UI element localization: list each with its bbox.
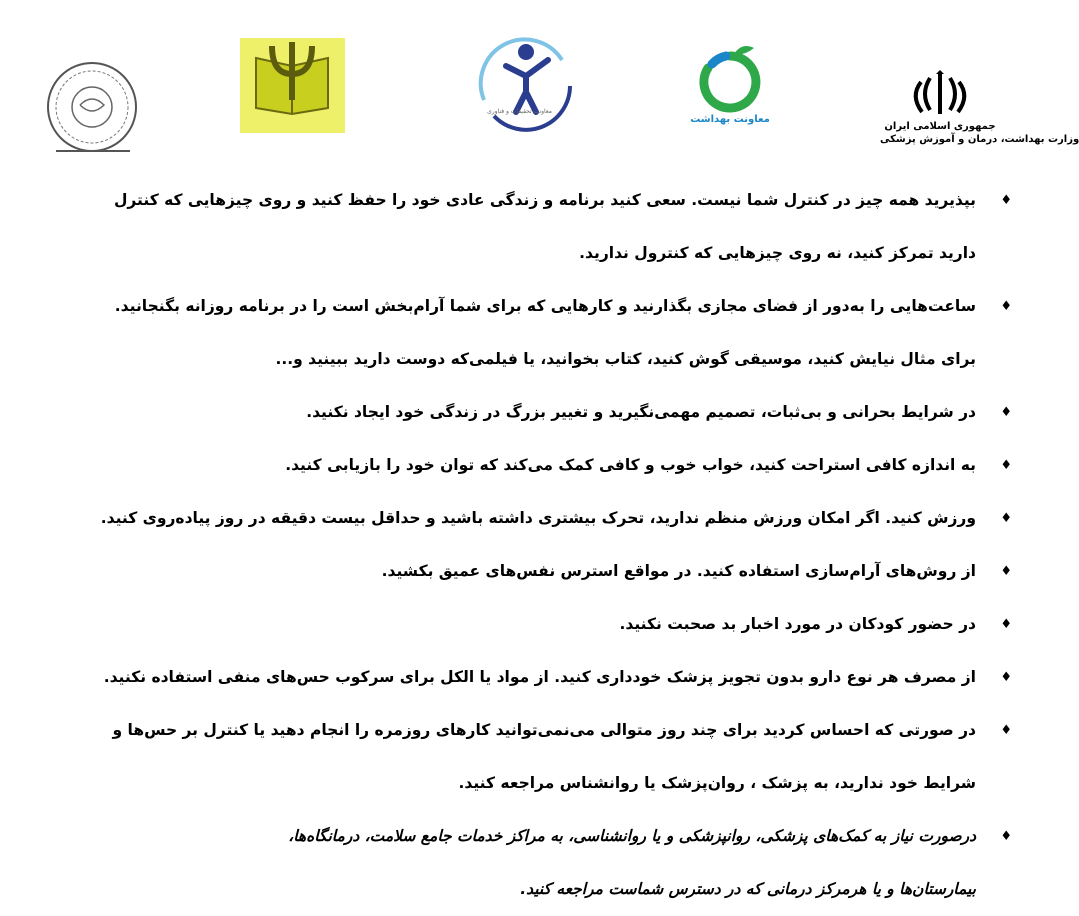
human-figure-logo-icon: [470, 30, 580, 140]
bullet-icon: ♦: [1000, 829, 1012, 844]
bullet-icon: ♦: [1000, 723, 1012, 738]
bullet-icon: ♦: [1000, 193, 1012, 208]
item-text-line: از مصرف هر نوع دارو بدون تجویز پزشک خودداری کنید. از مواد یا الکل برای سرکوب حس‌های منفی استفاده نکنید.: [103, 668, 976, 686]
item-text-line: در حضور کودکان در مورد اخبار بد صحبت نکنید.: [619, 615, 976, 633]
list-item: [46, 174, 1012, 280]
list-item: [46, 651, 1012, 704]
item-text-line: شرایط خود ندارید، به پزشک ، روان‌پزشک یا روانشناس مراجعه کنید.: [458, 774, 976, 792]
health-deputy-logo: [680, 42, 780, 132]
psi-book-logo-icon: [240, 38, 345, 116]
guidelines-list: [46, 174, 1012, 916]
bullet-icon: ♦: [1000, 458, 1012, 473]
list-item: [46, 280, 1012, 386]
bullet-icon: ♦: [1000, 299, 1012, 314]
item-text-line: بپذیرید همه چیز در کنترل شما نیست. سعی کنید برنامه و زندگی عادی خود را حفظ کنید و روی چیزهایی که کنترل: [113, 191, 976, 209]
list-item: [46, 386, 1012, 439]
round-seal-logo: [40, 55, 145, 165]
ministry-line-1: جمهوری اسلامی ایران: [884, 121, 996, 132]
technology-caption: معاونت تحقیقات و فناوری: [487, 108, 552, 115]
health-deputy-caption: معاونت بهداشت: [690, 114, 770, 125]
ministry-line-2: وزارت بهداشت، درمان و آموزش پزشکی: [880, 134, 1079, 145]
bullet-icon: ♦: [1000, 564, 1012, 579]
item-text-line: در شرایط بحرانی و بی‌ثبات، تصمیم مهمی‌نگیرید و تغییر بزرگ در زندگی خود ایجاد نکنید.: [306, 403, 976, 421]
list-item: [46, 545, 1012, 598]
apple-logo-icon: [680, 42, 780, 112]
item-text-line: از روش‌های آرام‌سازی استفاده کنید. در مواقع استرس نفس‌های عمیق بکشید.: [381, 562, 976, 580]
bullet-icon: ♦: [1000, 670, 1012, 685]
bullet-icon: ♦: [1000, 405, 1012, 420]
list-item: [46, 810, 1012, 916]
item-text-line: ساعت‌هایی را به‌دور از فضای مجازی بگذارنید و کارهایی که برای شما آرام‌بخش است را در برنامه روزانه بگنجانید.: [114, 297, 976, 315]
item-text-line: در صورتی که احساس کردید برای چند روز متوالی می‌نمی‌توانید کارهای روزمره را انجام دهید یا کنترل بر حس‌ها و: [112, 721, 976, 739]
item-text-line: ورزش کنید. اگر امکان ورزش منظم ندارید، تحرک بیشتری داشته باشید و حداقل بیست دقیقه در روز پیاده‌روی کنید.: [100, 509, 976, 527]
list-item: [46, 492, 1012, 545]
list-item: [46, 704, 1012, 810]
item-text-line: دارید تمرکز کنید، نه روی چیزهایی که کنترول ندارید.: [579, 244, 976, 262]
item-text-line: بیمارستان‌ها و یا هرمرکز درمانی که در دسترس شماست مراجعه کنید.: [520, 880, 976, 898]
iran-emblem-icon: [908, 70, 972, 120]
ministry-logo: [880, 70, 1079, 160]
round-seal-icon: [40, 55, 145, 165]
psychiatry-association-logo: [240, 38, 345, 133]
bullet-icon: ♦: [1000, 511, 1012, 526]
list-item: [46, 598, 1012, 651]
item-text-line: درصورت نیاز به کمک‌های پزشکی، روانپزشکی و یا روانشناسی، به مراکز خدمات جامع سلامت، درمانگاه‌ها،: [288, 827, 976, 845]
list-item: [46, 439, 1012, 492]
item-text-line: به اندازه کافی استراحت کنید، خواب خوب و کافی کمک می‌کند که توان خود را بازیابی کنید.: [285, 456, 976, 474]
item-text-line: برای مثال نیایش کنید، موسیقی گوش کنید، کتاب بخوانید، یا فیلمی‌که دوست دارید ببینید و...: [275, 350, 976, 368]
logo-header: [0, 0, 1079, 170]
bullet-icon: ♦: [1000, 617, 1012, 632]
technology-logo: [470, 30, 580, 140]
